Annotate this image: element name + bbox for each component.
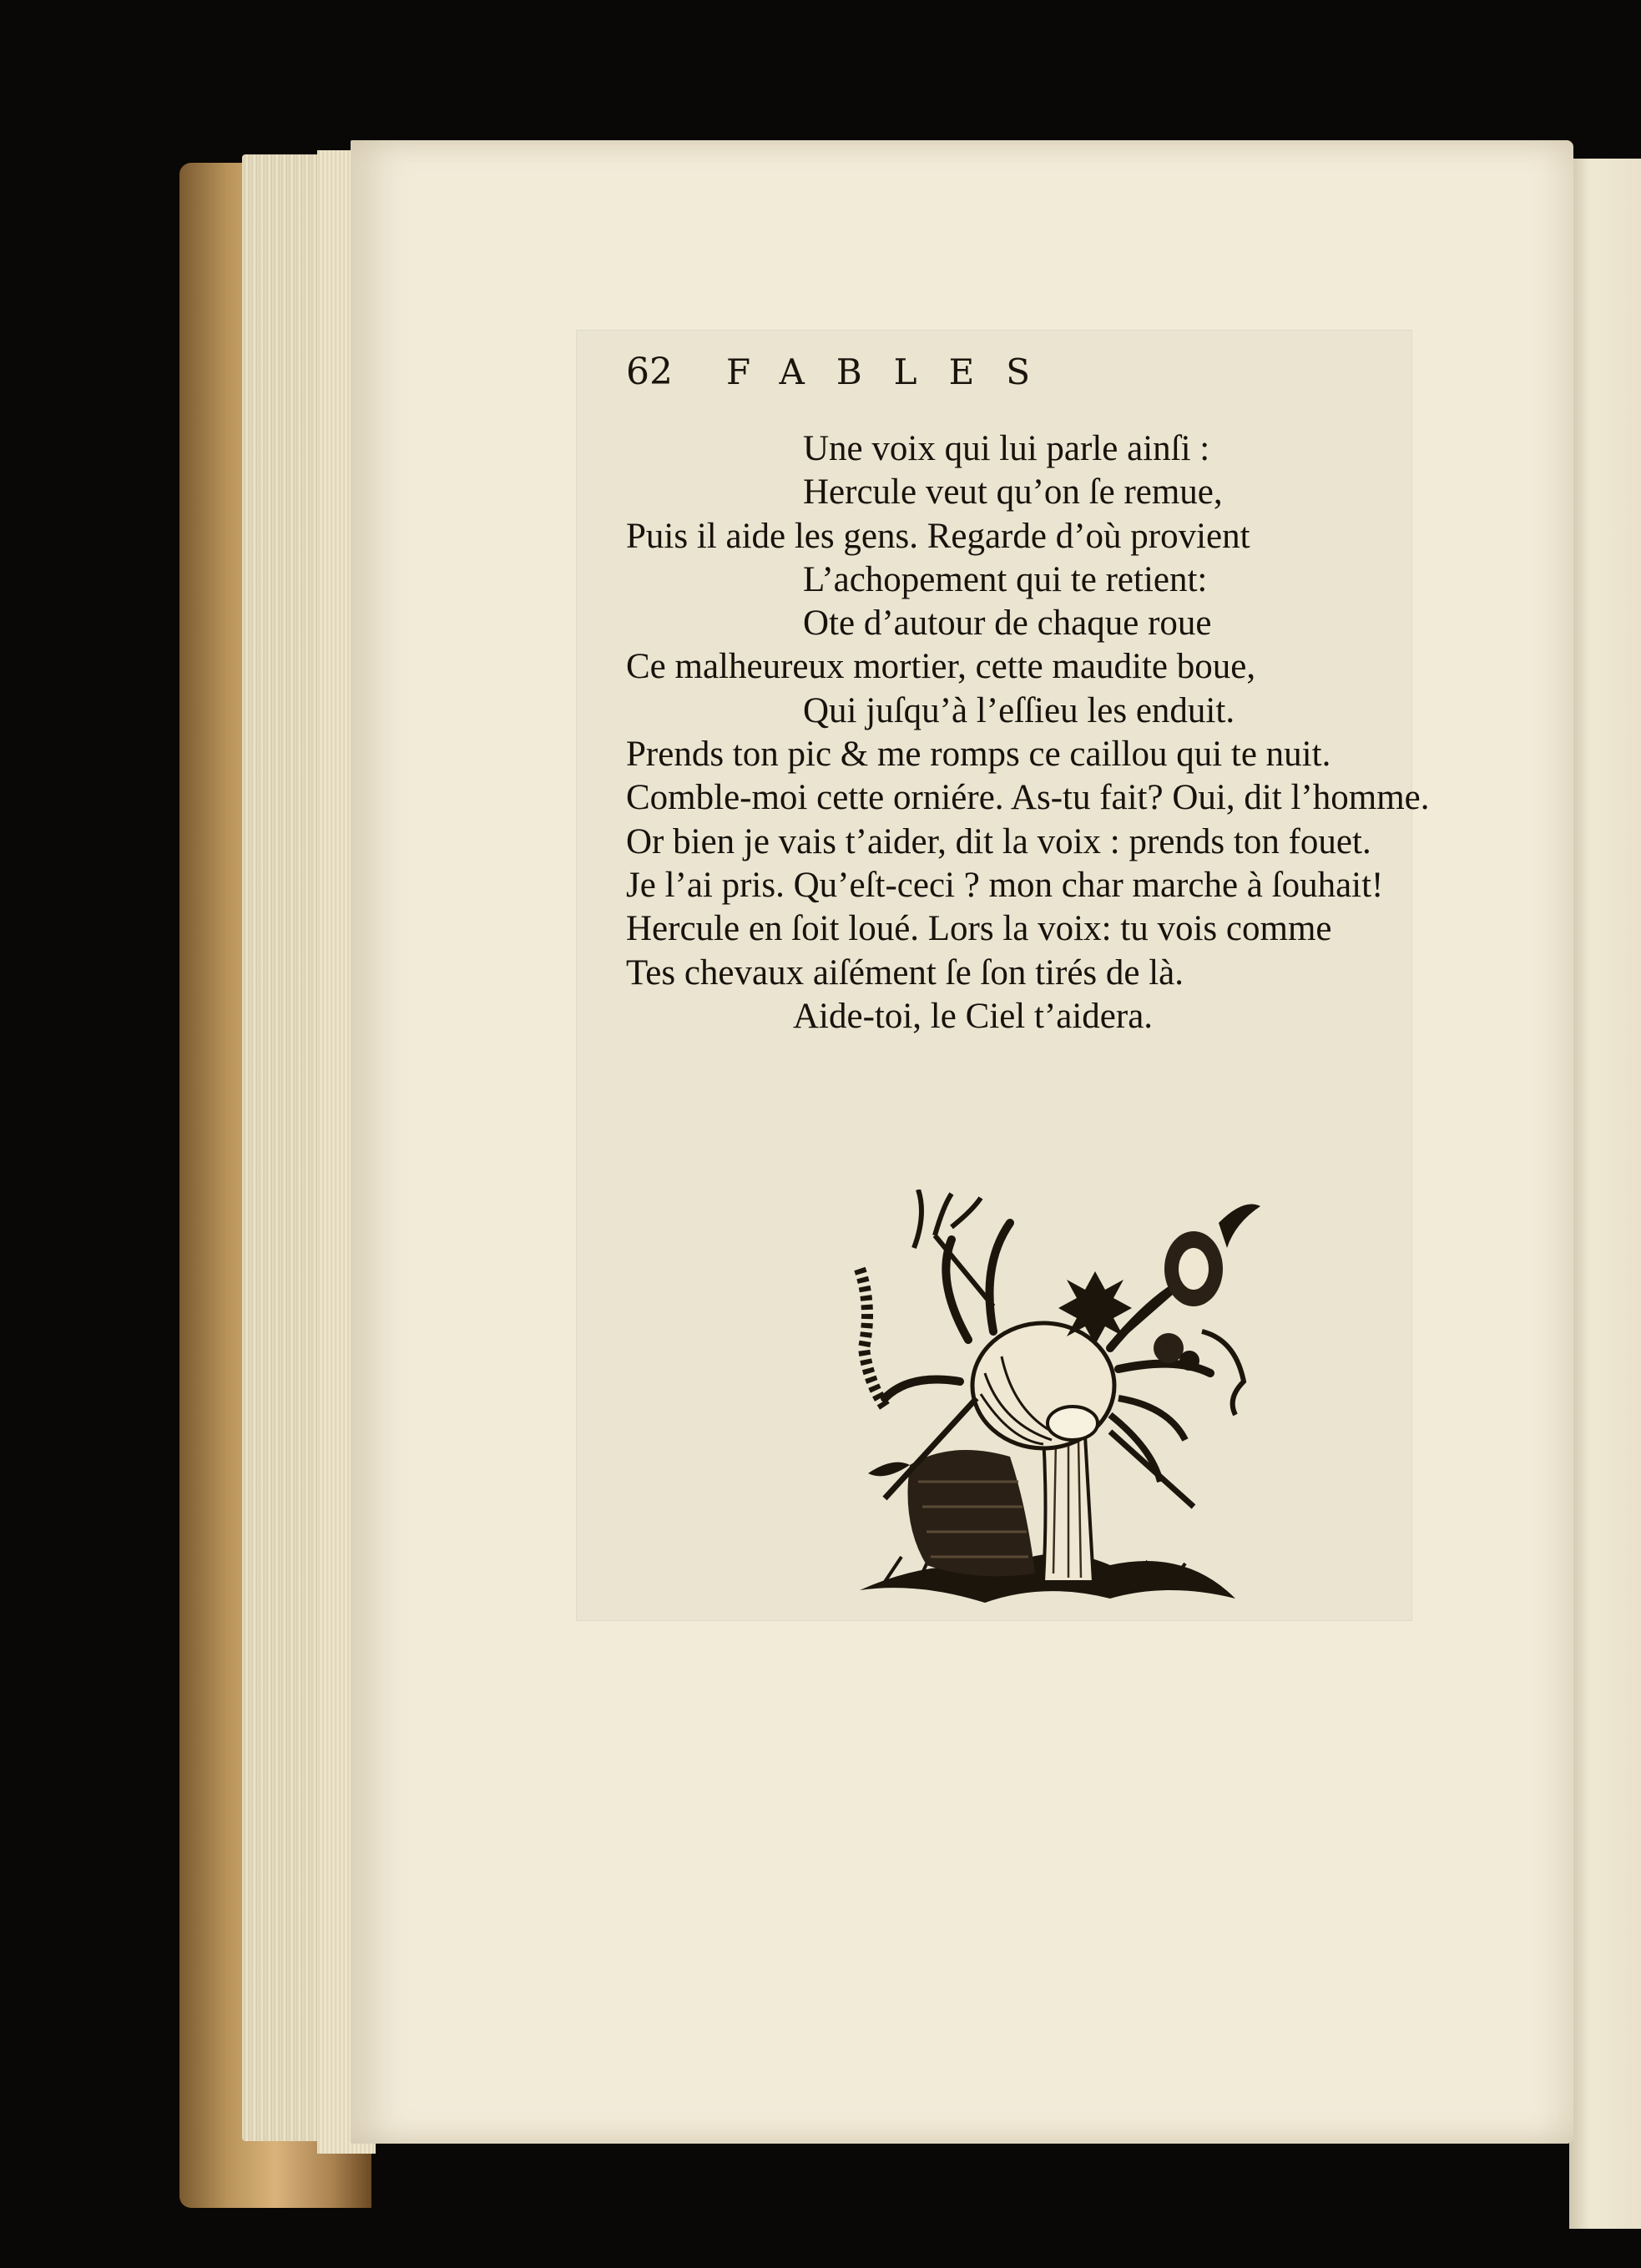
verse-line: Hercule veut qu’on ſe remue, [803, 472, 1223, 513]
verse-line: Ote d’autour de chaque roue [803, 604, 1212, 644]
facing-page [1569, 159, 1641, 2229]
verse-line: Ce malheureux mortier, cette maudite boue, [626, 647, 1256, 687]
trophy-vignette-icon [835, 1190, 1269, 1628]
verse-line: Or bien je vais t’aider, dit la voix : prends ton fouet. [626, 821, 1371, 861]
verse-line: Prends ton pic & me romps ce caillou qui te nuit. [626, 735, 1331, 775]
verse-line: Qui juſqu’à l’eſſieu les enduit. [803, 690, 1235, 730]
verse-line: Hercule en ſoit loué. Lors la voix: tu vois comme [626, 909, 1332, 949]
page-number: 62 [626, 351, 673, 393]
verse-text [626, 427, 1527, 1038]
running-title: FABLES [726, 351, 1063, 392]
page-header [626, 351, 1210, 401]
verse-line: Aide-toi, le Ciel t’aidera. [793, 996, 1154, 1036]
verse-line: Une voix qui lui parle ainſi : [803, 429, 1210, 468]
verse-line: Puis il aide les gens. Regarde d’où provient [626, 516, 1250, 556]
verse-line: Tes chevaux aiſément ſe ſon tirés de là. [626, 952, 1184, 993]
verse-line: Comble-moi cette orniére. As-tu fait? Oui, dit l’homme. [626, 778, 1430, 818]
verse-line: Je l’ai pris. Qu’eſt-ceci ? mon char marche à ſouhait! [626, 865, 1384, 905]
verse-line: L’achopement qui te retient: [803, 559, 1208, 599]
